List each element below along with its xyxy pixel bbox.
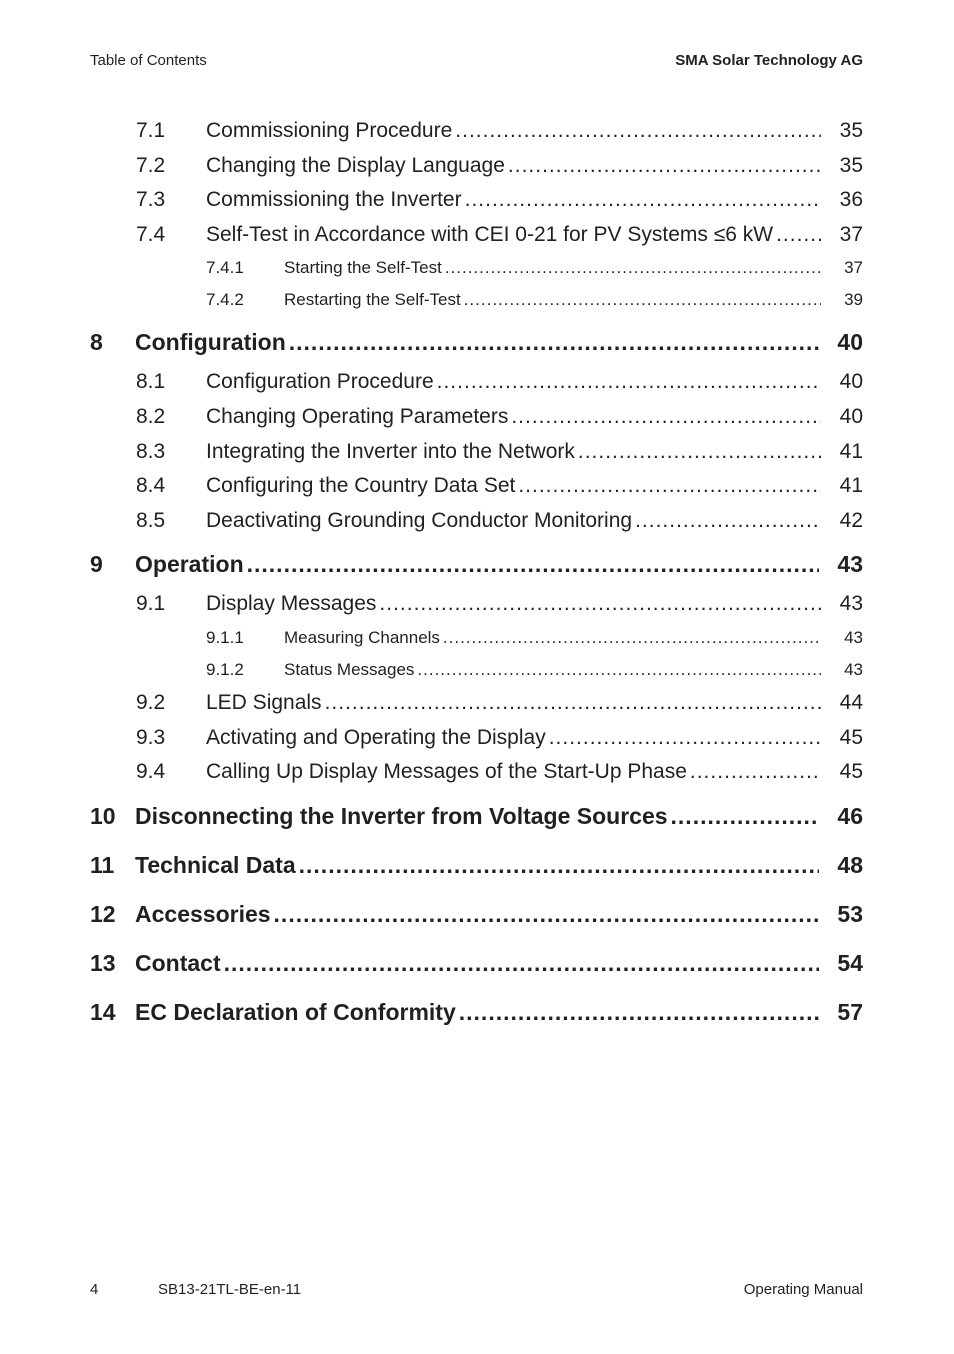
toc-entry-number: 9 (90, 551, 103, 578)
toc-entry-title: Commissioning Procedure (206, 119, 453, 142)
toc-entry-page: 48 (837, 851, 863, 878)
toc-entry-number: 8 (90, 329, 103, 356)
toc-chapter-entry[interactable] (90, 541, 863, 587)
toc-entry-title: Configuring the Country Data Set (206, 474, 516, 498)
toc-section-entry[interactable] (90, 686, 863, 721)
toc-entry-title: Display Messages (206, 592, 377, 616)
toc-section-entry[interactable] (90, 218, 863, 253)
toc-entry-page: 43 (844, 627, 863, 647)
toc-entry-number: 9.1.2 (206, 659, 244, 679)
toc-entry-title: Calling Up Display Messages of the Start-Up Phase (206, 760, 687, 784)
toc-entry-number: 11 (90, 851, 115, 878)
toc-entry-number: 7.2 (136, 153, 166, 177)
toc-dot-leader (274, 891, 819, 937)
toc-dot-leader (459, 989, 819, 1035)
toc-entry-title: Deactivating Grounding Conductor Monitoring (206, 508, 633, 532)
toc-dot-leader (325, 686, 821, 721)
footer-doc-type: Operating Manual (743, 1281, 863, 1298)
toc-entry-page: 44 (839, 690, 863, 714)
toc-dot-leader (508, 149, 821, 184)
toc-section-entry[interactable] (90, 721, 863, 756)
toc-entry-title: Configuration Procedure (206, 370, 434, 394)
toc-entry-page: 40 (839, 404, 863, 428)
toc-entry-page: 57 (837, 998, 863, 1025)
toc-entry-page: 43 (837, 551, 863, 578)
toc-entry-page: 45 (839, 725, 863, 749)
toc-section-entry[interactable] (90, 400, 863, 435)
toc-entry-title: Configuration (135, 329, 286, 356)
toc-entry-title: Technical Data (135, 851, 296, 878)
toc-entry-page: 45 (839, 760, 863, 784)
toc-section-entry[interactable] (90, 435, 863, 470)
toc-section-entry[interactable] (90, 183, 863, 218)
toc-entry-number: 14 (90, 998, 116, 1025)
toc-chapter-entry[interactable] (90, 793, 863, 839)
toc-chapter-entry[interactable] (90, 319, 863, 365)
toc-entry-number: 8.3 (136, 439, 166, 463)
toc-subsection-entry[interactable] (90, 622, 863, 654)
toc-entry-number: 9.1 (136, 592, 166, 616)
toc-entry-page: 41 (839, 439, 863, 463)
toc-entry-page: 43 (839, 592, 863, 616)
toc-section-entry[interactable] (90, 114, 863, 149)
toc-entry-number: 9.2 (136, 690, 166, 714)
toc-entry-number: 9.1.1 (206, 627, 244, 647)
toc-dot-leader (417, 654, 821, 686)
toc-chapter-entry[interactable] (90, 989, 863, 1035)
toc-section-entry[interactable] (90, 587, 863, 622)
footer-doc-code: SB13-21TL-BE-en-11 (158, 1281, 302, 1298)
toc-dot-leader (224, 940, 819, 986)
toc-dot-leader (671, 793, 819, 839)
toc-entry-number: 10 (90, 802, 116, 829)
running-header-section: Table of Contents (90, 52, 207, 69)
toc-section-entry[interactable] (90, 365, 863, 400)
toc-entry-title: Disconnecting the Inverter from Voltage Sources (135, 802, 668, 829)
toc-subsection-entry[interactable] (90, 284, 863, 316)
toc-dot-leader (635, 504, 821, 539)
toc-entry-number: 7.4.1 (206, 258, 244, 278)
toc-dot-leader (578, 435, 821, 470)
toc-dot-leader (464, 284, 821, 316)
toc-entry-page: 41 (839, 474, 863, 498)
toc-entry-title: LED Signals (206, 690, 322, 714)
toc-entry-number: 9.4 (136, 760, 166, 784)
toc-entry-page: 39 (844, 290, 863, 310)
toc-entry-title: Self-Test in Accordance with CEI 0-21 for PV Systems ≤6 kW (206, 222, 774, 246)
toc-subsection-entry[interactable] (90, 252, 863, 284)
toc-entry-page: 36 (839, 188, 863, 212)
toc-entry-number: 9.3 (136, 725, 166, 749)
toc-entry-number: 8.1 (136, 370, 166, 394)
toc-entry-page: 40 (839, 370, 863, 394)
toc-subsection-entry[interactable] (90, 654, 863, 686)
toc-entry-title: Restarting the Self-Test (284, 290, 461, 310)
toc-dot-leader (511, 400, 821, 435)
toc-entry-page: 46 (837, 802, 863, 829)
toc-dot-leader (690, 755, 821, 790)
toc-entry-title: Contact (135, 949, 221, 976)
toc-entry-page: 42 (839, 508, 863, 532)
toc-entry-number: 12 (90, 900, 116, 927)
toc-entry-page: 35 (839, 119, 863, 142)
toc-dot-leader (247, 541, 819, 587)
toc-entry-title: Changing Operating Parameters (206, 404, 509, 428)
toc-dot-leader (549, 721, 821, 756)
toc-entry-page: 37 (844, 258, 863, 278)
toc-dot-leader (445, 252, 821, 284)
toc-entry-number: 8.5 (136, 508, 166, 532)
toc-entry-title: EC Declaration of Conformity (135, 998, 456, 1025)
toc-dot-leader (465, 183, 821, 218)
toc-entry-title: Measuring Channels (284, 627, 440, 647)
toc-entry-title: Integrating the Inverter into the Network (206, 439, 575, 463)
toc-dot-leader (443, 622, 821, 654)
toc-entry-number: 8.4 (136, 474, 166, 498)
toc-entry-title: Commissioning the Inverter (206, 188, 462, 212)
toc-chapter-entry[interactable] (90, 940, 863, 986)
toc-entry-number: 13 (90, 949, 116, 976)
toc-entry-number: 7.3 (136, 188, 166, 212)
toc-entry-page: 54 (837, 949, 863, 976)
toc-entry-number: 7.4.2 (206, 290, 244, 310)
toc-dot-leader (776, 218, 821, 253)
running-header-company: SMA Solar Technology AG (675, 52, 863, 69)
toc-section-entry[interactable] (90, 469, 863, 504)
toc-entry-number: 7.1 (136, 119, 166, 142)
toc-chapter-entry[interactable] (90, 891, 863, 937)
toc-section-entry[interactable] (90, 149, 863, 184)
toc-section-entry[interactable] (90, 504, 863, 539)
toc-entry-page: 40 (837, 329, 863, 356)
toc-entry-title: Changing the Display Language (206, 153, 505, 177)
toc-chapter-entry[interactable] (90, 842, 863, 888)
toc-entry-title: Accessories (135, 900, 271, 927)
toc-dot-leader (437, 365, 821, 400)
toc-entry-page: 43 (844, 659, 863, 679)
toc-entry-number: 7.4 (136, 222, 166, 246)
toc-entry-page: 53 (837, 900, 863, 927)
toc-dot-leader (379, 587, 821, 622)
toc-dot-leader (299, 842, 819, 888)
toc-dot-leader (455, 114, 821, 149)
table-of-contents (90, 114, 863, 1035)
toc-dot-leader (518, 469, 821, 504)
footer-page-number: 4 (90, 1281, 99, 1298)
toc-entry-number: 8.2 (136, 404, 166, 428)
toc-entry-page: 35 (839, 153, 863, 177)
toc-dot-leader (289, 319, 819, 365)
toc-entry-title: Status Messages (284, 659, 415, 679)
toc-entry-title: Operation (135, 551, 244, 578)
toc-entry-title: Starting the Self-Test (284, 258, 442, 278)
toc-section-entry[interactable] (90, 755, 863, 790)
toc-entry-title: Activating and Operating the Display (206, 725, 546, 749)
toc-entry-page: 37 (839, 222, 863, 246)
